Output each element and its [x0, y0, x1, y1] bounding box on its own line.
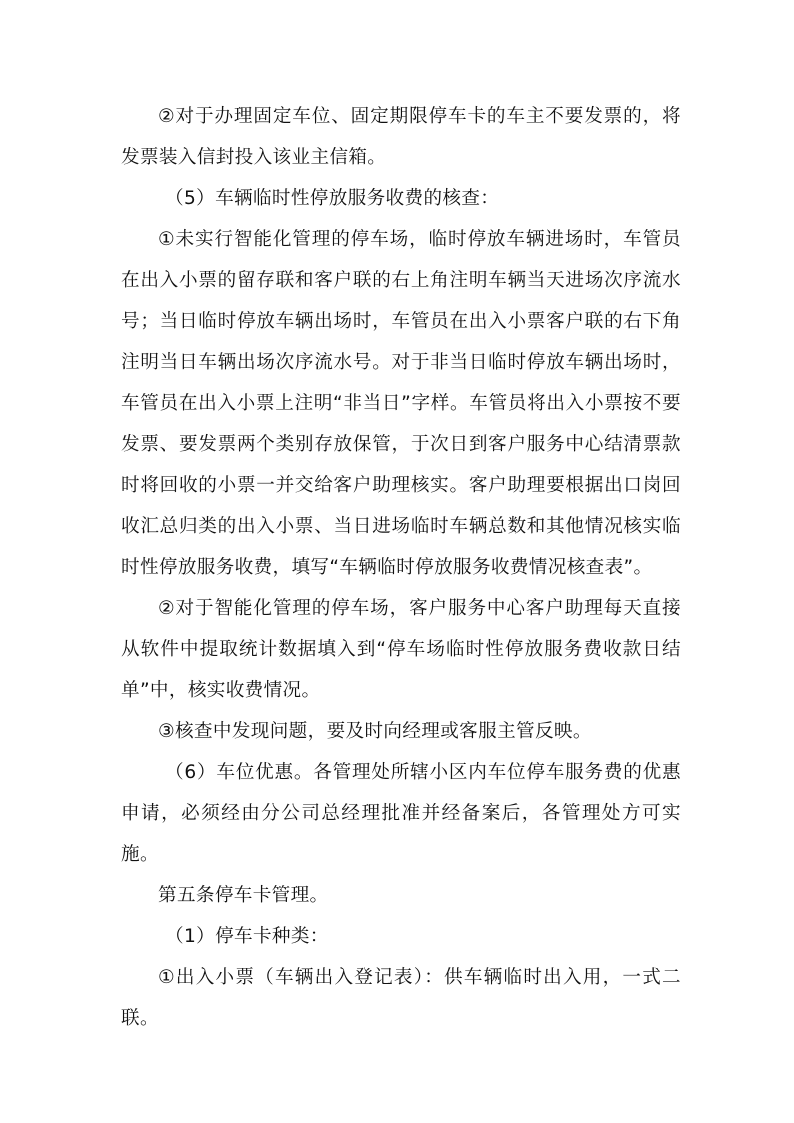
paragraph-parking-discount: （6）车位优惠。各管理处所辖小区内车位停车服务费的优惠申请，必须经由分公司总经理批准并经备案后，各管理处方可实施。 [121, 762, 681, 865]
paragraph-invoice-delivery: ②对于办理固定车位、固定期限停车卡的车主不要发票的，将发票装入信封投入该业主信箱。 [121, 106, 681, 168]
article-five-title: 第五条停车卡管理。 [158, 885, 329, 906]
heading-temporary-parking-fee-audit: （5）车辆临时性停放服务收费的核查： [165, 188, 500, 209]
document-body [121, 96, 681, 1039]
paragraph-entry-exit-ticket: ①出入小票（车辆出入登记表）：供车辆临时出入用，一式二联。 [121, 967, 681, 1029]
paragraph-non-intelligent-lot: ①未实行智能化管理的停车场，临时停放车辆进场时，车管员在出入小票的留存联和客户联的右上角注明车辆当天进场次序流水号；当日临时停放车辆出场时，车管员在出入小票客户联的右下角注明当日车辆出场次序流水号。对于非当日临时停放车辆出场时，车管员在出入小票上注明“非当日”字样。车管员将出入小票按不要发票、要发票两个类别存放保管，于次日到客户服务中心结清票款时将回收的小票一并交给客户助理核实。客户助理要根据出口岗回收汇总归类的出入小票、当日进场临时车辆总数和其他情况核实临时性停放服务收费，填写“车辆临时停放服务收费情况核查表”。 [121, 229, 681, 578]
heading-parking-card-types: （1）停车卡种类： [165, 926, 329, 947]
paragraph-intelligent-lot: ②对于智能化管理的停车场，客户服务中心客户助理每天直接从软件中提取统计数据填入到“停车场临时性停放服务费收款日结单”中，核实收费情况。 [121, 598, 681, 701]
paragraph-report-issues: ③核查中发现问题，要及时向经理或客服主管反映。 [158, 721, 592, 742]
